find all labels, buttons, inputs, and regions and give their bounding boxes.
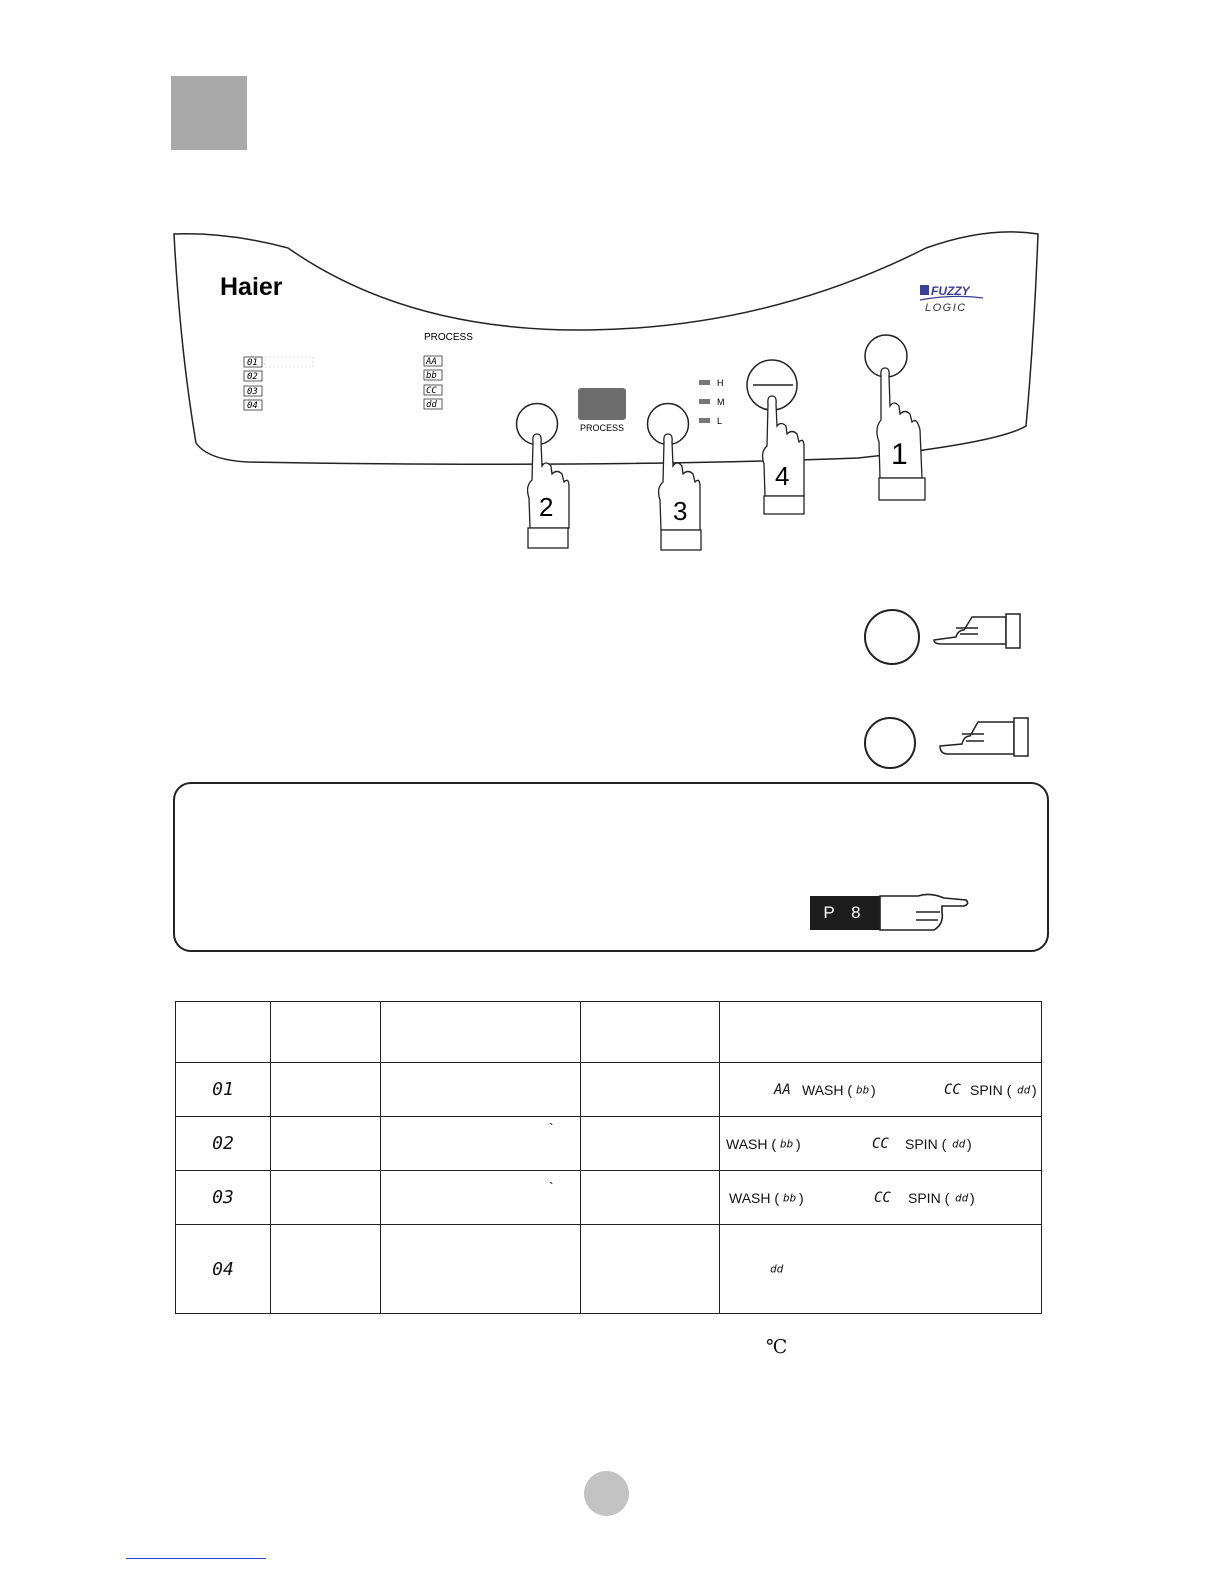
page-number-badge xyxy=(584,1471,629,1516)
table-row: 02 ` WASH ( bb ) CC SPIN ( dd ) xyxy=(176,1117,1042,1171)
legend-circle-1 xyxy=(865,610,919,664)
process-description: dd xyxy=(770,1262,784,1276)
program-code: 04 xyxy=(176,1225,271,1314)
table-header-row xyxy=(176,1002,1042,1063)
pointing-hand-icon xyxy=(934,614,1020,648)
display-label: PROCESS xyxy=(580,423,625,433)
section-marker xyxy=(171,76,247,150)
program-code: 02 xyxy=(176,1117,271,1171)
process-description: AA WASH ( bb ) CC SPIN ( dd ) xyxy=(774,1081,1037,1098)
svg-text:03: 03 xyxy=(247,387,258,397)
table-row xyxy=(176,1063,1042,1117)
brand-logo: Haier xyxy=(220,273,283,301)
pointing-hand-icon xyxy=(878,890,974,938)
program-table xyxy=(175,1001,1042,1314)
program-code: 01 xyxy=(176,1063,271,1117)
svg-text:CC: CC xyxy=(426,386,437,396)
legend-circle-2 xyxy=(865,718,915,768)
pointing-hand-icon xyxy=(940,718,1028,756)
svg-text:FUZZY: FUZZY xyxy=(931,284,970,298)
svg-text:H: H xyxy=(717,378,724,388)
svg-text:02: 02 xyxy=(247,372,258,382)
svg-text:04: 04 xyxy=(247,401,258,411)
process-heading: PROCESS xyxy=(424,332,473,343)
svg-text:01: 01 xyxy=(247,358,258,368)
hand-number-2: 2 xyxy=(539,492,554,522)
table-row: 03 ` WASH ( bb ) CC SPIN ( dd ) xyxy=(176,1171,1042,1225)
program-code: 03 xyxy=(176,1171,271,1225)
svg-text:AA: AA xyxy=(426,357,437,367)
svg-text:bb: bb xyxy=(426,371,437,381)
temperature-unit: ℃ xyxy=(766,1336,788,1358)
program-display-readout: P 8 xyxy=(810,896,880,930)
hand-number-4: 4 xyxy=(775,461,790,491)
control-panel-illustration xyxy=(168,228,1048,558)
hand-number-1: 1 xyxy=(891,438,908,471)
svg-text:L: L xyxy=(717,416,723,426)
table-row xyxy=(176,1225,1042,1314)
hand-number-3: 3 xyxy=(673,496,688,526)
svg-text:M: M xyxy=(717,397,725,407)
process-description: WASH ( bb ) CC SPIN ( dd ) xyxy=(729,1189,975,1206)
button-symbol-legend xyxy=(860,604,1030,774)
svg-text:LOGIC: LOGIC xyxy=(925,302,967,314)
svg-text:dd: dd xyxy=(426,400,437,410)
footer-link-underline xyxy=(126,1558,266,1559)
display-window xyxy=(578,388,626,420)
process-description: WASH ( bb ) CC SPIN ( dd ) xyxy=(726,1135,972,1152)
